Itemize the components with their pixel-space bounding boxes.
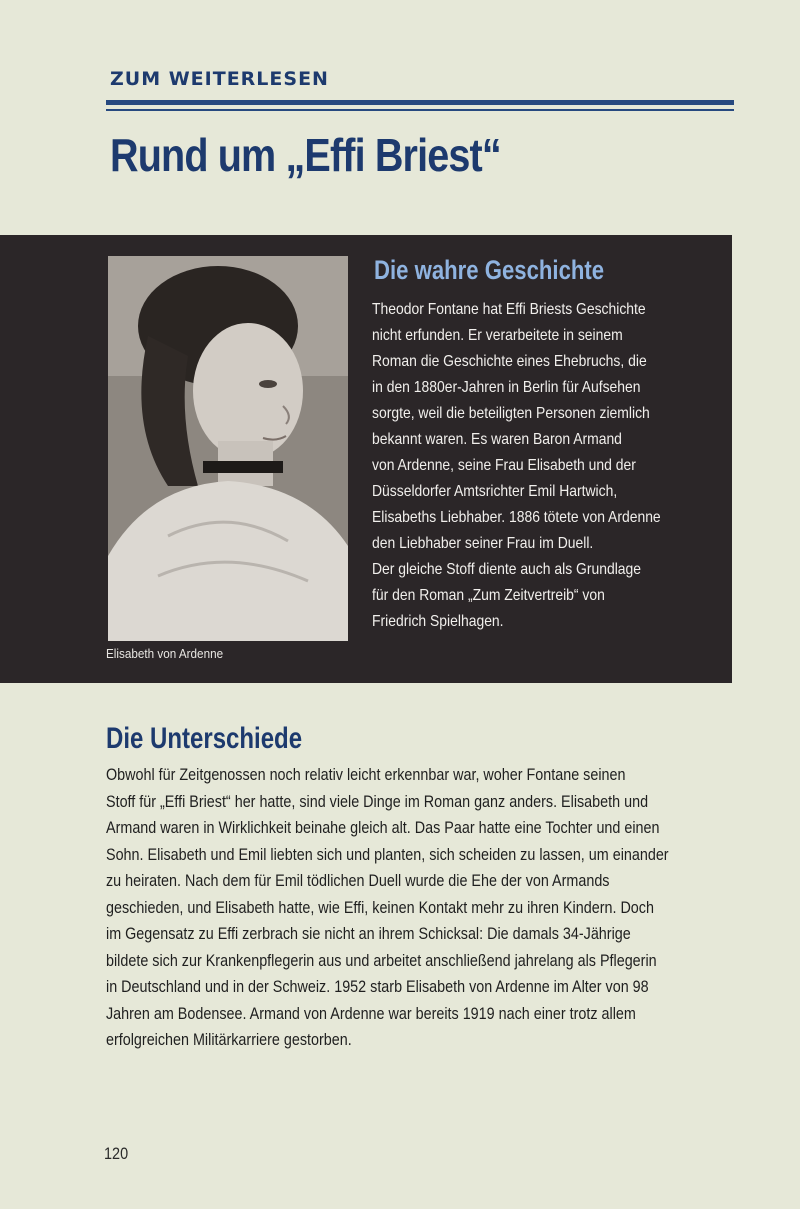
box-text-line: Düsseldorfer Amtsrichter Emil Hartwich, — [372, 483, 618, 500]
box-text-line: von Ardenne, seine Frau Elisabeth und der — [372, 457, 636, 474]
body-text-line: Armand waren in Wirklichkeit beinahe gleich alt. Das Paar hatte eine Tochter und einen — [106, 819, 660, 837]
box-text-line: Der gleiche Stoff diente auch als Grundlage — [372, 561, 642, 578]
portrait-photo — [108, 256, 348, 641]
body-text-line: zu heiraten. Nach dem für Emil tödlichen Duell wurde die Ehe der von Armands — [106, 872, 610, 890]
body-text-line: Sohn. Elisabeth und Emil liebten sich und planten, sich scheiden zu lassen, um einander — [106, 845, 669, 864]
body-text-line: in Deutschland und in der Schweiz. 1952 starb Elisabeth von Ardenne im Alter von 98 — [106, 978, 649, 996]
body-text-line: im Gegensatz zu Effi zerbrach sie nicht an ihrem Schicksal: Die damals 34-Jährige — [106, 925, 631, 943]
box-text-line: für den Roman „Zum Zeitvertreib“ von — [372, 587, 605, 604]
box-text-line: Theodor Fontane hat Effi Briests Geschichte — [372, 301, 646, 318]
body-text-line: Obwohl für Zeitgenossen noch relativ leicht erkennbar war, woher Fontane seinen — [106, 766, 626, 784]
box-text — [372, 297, 704, 635]
section-kicker: ZUM WEITERLESEN — [110, 68, 329, 90]
section-heading: Die Unterschiede — [106, 722, 303, 755]
header-rule-thick — [106, 100, 734, 105]
box-text-line: in den 1880er-Jahren in Berlin für Aufsehen — [372, 379, 641, 396]
page-title: Rund um „Effi Briest“ — [110, 129, 501, 181]
box-text-line: den Liebhaber seiner Frau im Duell. — [372, 535, 594, 552]
box-text-line: Elisabeths Liebhaber. 1886 tötete von Ardenne — [372, 509, 661, 526]
section-body — [106, 762, 753, 1054]
box-heading: Die wahre Geschichte — [374, 255, 605, 285]
photo-caption: Elisabeth von Ardenne — [106, 646, 224, 661]
page-number: 120 — [104, 1144, 129, 1163]
body-text-line: geschieden, und Elisabeth hatte, wie Effi, keinen Kontakt mehr zu ihren Kindern. Doch — [106, 898, 654, 917]
box-text-line: bekannt waren. Es waren Baron Armand — [372, 431, 622, 448]
box-text-line: Roman die Geschichte eines Ehebruchs, die — [372, 353, 647, 370]
box-text-line: sorgte, weil die beteiligten Personen ziemlich — [372, 405, 650, 422]
body-text-line: bildete sich zur Krankenpflegerin aus und arbeitet anschließend jahrelang als Pflegerin — [106, 951, 657, 970]
body-text-line: Jahren am Bodensee. Armand von Ardenne war bereits 1919 nach einer trotz allem — [106, 1004, 636, 1023]
box-text-line: Friedrich Spielhagen. — [372, 613, 504, 630]
body-text-line: erfolgreichen Militärkarriere gestorben. — [106, 1031, 352, 1049]
header-rule-thin — [106, 109, 734, 111]
box-text-line: nicht erfunden. Er verarbeitete in seinem — [372, 327, 623, 344]
body-text-line: Stoff für „Effi Briest“ her hatte, sind viele Dinge im Roman ganz anders. Elisabeth und — [106, 792, 649, 811]
